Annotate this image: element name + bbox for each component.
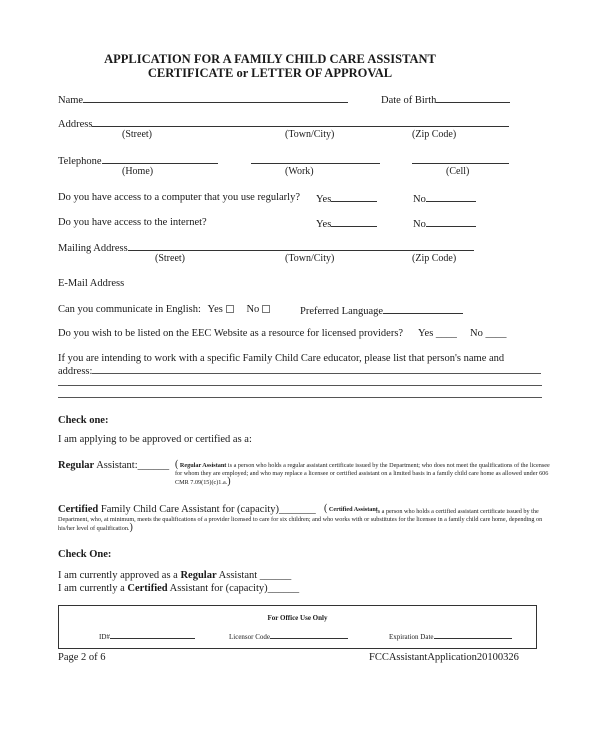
office-id-label: ID# xyxy=(99,633,110,641)
name-field[interactable] xyxy=(83,93,348,103)
regular-definition: ( Regular Assistant is a person who holds a regular assistant certificate issued by the Department; who does not meet the qualifications of the licensee for whom they are employed; and who may replace a licensee or certified assistant on a limited basis in a family child care home as allowed under 606 CMR 7.09(15)(c)1.a.) xyxy=(175,459,550,487)
dob-label: Date of Birth xyxy=(381,95,437,106)
form-title-line1: APPLICATION FOR A FAMILY CHILD CARE ASSISTANT xyxy=(104,52,436,66)
computer-yes xyxy=(316,192,377,205)
certified-blank: Family Child Care Assistant for (capacity)_______ xyxy=(100,504,316,515)
intend-line-3[interactable] xyxy=(58,389,542,398)
mailing-label: Mailing Address xyxy=(58,243,128,254)
office-licensor-field[interactable] xyxy=(270,631,348,639)
certified-def-term: Certified Assistant xyxy=(328,506,378,513)
work-phone-field[interactable] xyxy=(251,154,380,164)
intend-line-2[interactable] xyxy=(58,377,542,386)
office-expiration-row xyxy=(389,631,512,641)
regular-option[interactable] xyxy=(58,460,169,471)
dob-field[interactable] xyxy=(436,93,510,103)
document-id: FCCAssistantApplication20100326 xyxy=(369,652,519,663)
certified-def-text: is a person who holds a certified assistant certificate issued by the Department, who, at minimum, meets the qualifications of a provider licensed to care for six children; and who works with or substitutes for the licensee in a family child care home, depending on his/her level of qualification. xyxy=(58,508,543,532)
english-no-checkbox[interactable] xyxy=(262,305,270,313)
internet-no-field[interactable] xyxy=(426,217,476,227)
computer-no xyxy=(413,192,476,205)
computer-no-field[interactable] xyxy=(426,192,476,202)
current-certified-pre: I am currently a xyxy=(58,583,125,594)
internet-yes-field[interactable] xyxy=(331,217,377,227)
yes-label: Yes xyxy=(316,219,332,230)
language-row xyxy=(300,304,463,317)
mailing-zip-caption: (Zip Code) xyxy=(412,253,457,264)
regular-blank: Assistant:______ xyxy=(96,460,170,471)
home-phone-field[interactable] xyxy=(102,154,218,164)
form-title-line2: CERTIFICATE or LETTER OF APPROVAL xyxy=(147,66,393,80)
english-row xyxy=(58,304,270,315)
street-caption: (Street) xyxy=(122,129,152,140)
intend-question: If you are intending to work with a specific Family Child Care educator, please list that person's name and xyxy=(58,353,505,364)
preferred-language-label: Preferred Language xyxy=(300,306,384,317)
internet-question: Do you have access to the internet? xyxy=(58,217,207,228)
town-caption: (Town/City) xyxy=(285,129,335,140)
office-licensor-row xyxy=(229,631,348,641)
home-caption: (Home) xyxy=(122,166,154,177)
office-id-row xyxy=(99,631,195,641)
current-regular-pre: I am currently approved as a xyxy=(58,570,178,581)
page-number: Page 2 of 6 xyxy=(58,652,106,663)
certified-definition: is a person who holds a certified assistant certificate issued by the Department, who, at minimum, meets the qualifications of a provider licensed to care for six children; and who works with or substitutes for the licensee in a family child care home, depending on his/her level of qualification.) xyxy=(58,508,543,533)
intend-address-label: address: xyxy=(58,366,93,377)
mailing-street-caption: (Street) xyxy=(155,253,185,264)
email-row xyxy=(58,278,124,289)
check-one-heading-2: Check One: xyxy=(58,549,112,560)
intend-address-row xyxy=(58,365,541,377)
office-id-field[interactable] xyxy=(110,631,195,639)
computer-question: Do you have access to a computer that you use regularly? xyxy=(58,192,300,203)
preferred-language-field[interactable] xyxy=(383,304,463,314)
check-one-heading: Check one: xyxy=(58,415,109,426)
address-label: Address xyxy=(58,119,93,130)
telephone-label: Telephone xyxy=(58,156,102,167)
name-label: Name xyxy=(58,95,84,106)
work-caption: (Work) xyxy=(285,166,314,177)
current-regular-bold: Regular xyxy=(180,570,217,581)
internet-yes xyxy=(316,217,377,230)
regular-def-term: Regular Assistant xyxy=(179,462,227,469)
mailing-field[interactable] xyxy=(128,241,474,251)
english-yes-checkbox[interactable] xyxy=(226,305,234,313)
certified-definition-a: ( Certified Assistant xyxy=(324,503,378,514)
dob-row xyxy=(381,93,510,106)
english-question: Can you communicate in English: xyxy=(58,304,201,315)
office-use-box xyxy=(58,605,537,649)
computer-yes-field[interactable] xyxy=(331,192,377,202)
current-certified-row[interactable] xyxy=(58,583,299,594)
office-licensor-label: Licensor Code xyxy=(229,633,271,641)
office-use-heading: For Office Use Only xyxy=(267,614,328,622)
email-label: E-Mail Address xyxy=(58,278,125,289)
eec-no[interactable]: No ____ xyxy=(470,328,507,339)
name-row xyxy=(58,93,348,106)
certified-label: Certified xyxy=(58,504,99,515)
yes-label: Yes xyxy=(316,194,332,205)
eec-question: Do you wish to be listed on the EEC Website as a resource for licensed providers? xyxy=(58,328,404,339)
internet-no xyxy=(413,217,476,230)
english-no-label: No xyxy=(246,304,260,315)
applying-label: I am applying to be approved or certified as a: xyxy=(58,434,252,445)
mailing-town-caption: (Town/City) xyxy=(285,253,335,264)
current-regular-row[interactable] xyxy=(58,570,291,581)
current-certified-post: Assistant for (capacity)______ xyxy=(169,583,300,594)
office-expiration-label: Expiration Date xyxy=(389,633,434,641)
cell-caption: (Cell) xyxy=(446,166,470,177)
regular-label: Regular xyxy=(58,460,95,471)
current-regular-post: Assistant ______ xyxy=(218,570,292,581)
no-label: No xyxy=(413,219,426,230)
eec-yes[interactable]: Yes ____ xyxy=(418,328,457,339)
address-field[interactable] xyxy=(92,117,509,127)
zip-caption: (Zip Code) xyxy=(412,129,457,140)
office-expiration-field[interactable] xyxy=(434,631,512,639)
intend-line-1[interactable] xyxy=(92,365,541,374)
no-label: No xyxy=(413,194,426,205)
cell-phone-field[interactable] xyxy=(412,154,509,164)
regular-def-text: is a person who holds a regular assistant certificate issued by the Department; who does not meet the qualifications of the licensee for whom they are employed; and who may replace a licensee or certified assistant on a limited basis in a family child care home as allowed under 606 CMR 7.09(15)(c)1.a. xyxy=(175,462,550,486)
english-yes-label: Yes xyxy=(207,304,223,315)
current-certified-bold: Certified xyxy=(127,583,168,594)
